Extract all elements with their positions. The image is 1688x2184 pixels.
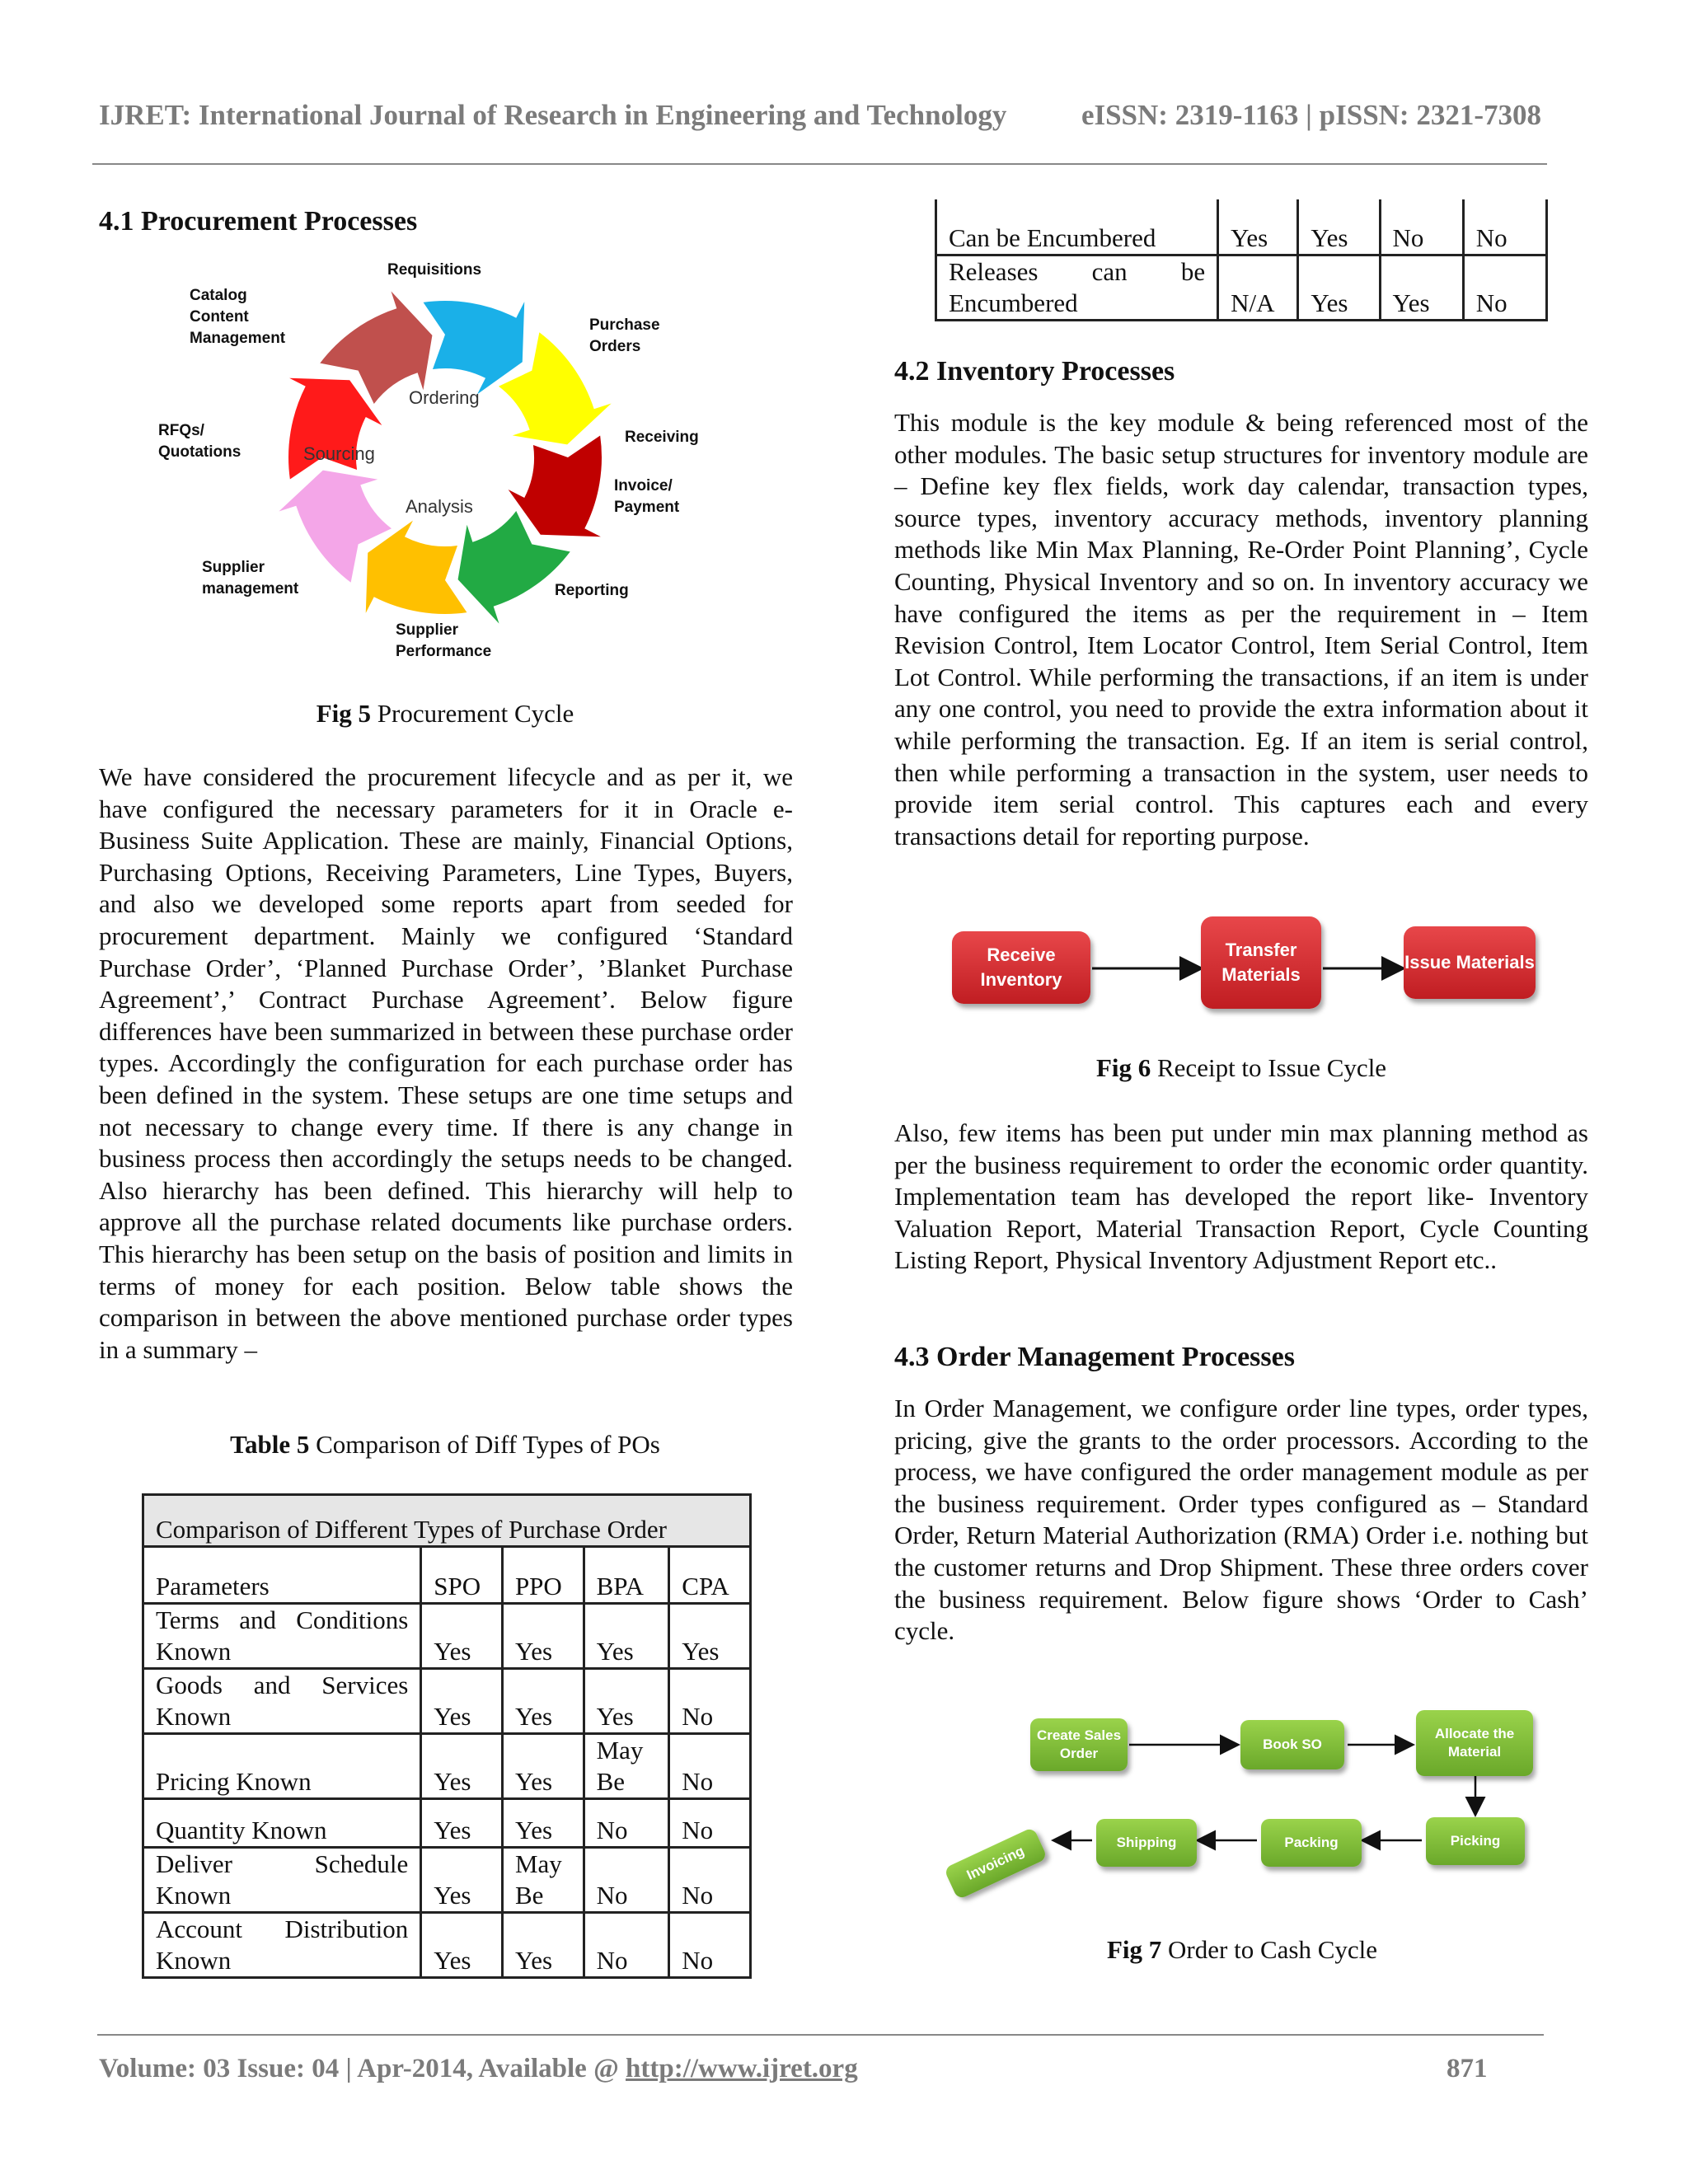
po-comparison-table bbox=[142, 1493, 752, 1979]
table-cell: Can be Encumbered bbox=[936, 199, 1218, 255]
table-cell: Yes bbox=[584, 1669, 669, 1734]
table-cell: May Be bbox=[584, 1734, 669, 1799]
table-row bbox=[143, 1913, 751, 1978]
table-cell: Quantity Known bbox=[143, 1799, 421, 1848]
label-catalog-content-management: Catalog Content Management bbox=[190, 287, 286, 347]
table-row bbox=[143, 1734, 751, 1799]
table-cell: No bbox=[669, 1799, 751, 1848]
packing-node: Packing bbox=[1261, 1819, 1362, 1867]
table-title-row bbox=[143, 1495, 751, 1547]
label-invoice-payment: Invoice/ Payment bbox=[614, 477, 680, 516]
order-management-paragraph: In Order Management, we configure order line types, order types, pricing, give the grants to the order processors. According to the process, we have configured the order management module as per the business requirement. Order types configured as – Standard Order, Return Material Authorization (RMA) Order i.e. nothing but the customer returns and Drop Shipment. These three orders cover the business requirement. Below figure shows ‘Order to Cash’ cycle. bbox=[894, 1394, 1588, 1646]
sourcing-label: Sourcing bbox=[303, 443, 375, 464]
cycle-arrow-segment bbox=[424, 301, 525, 394]
table-cell: Yes bbox=[502, 1604, 584, 1669]
table-cell: No bbox=[584, 1848, 669, 1913]
table-title: Comparison of Different Types of Purchase Order bbox=[143, 1495, 751, 1547]
create-sales-order-node: Create Sales Order bbox=[1030, 1718, 1128, 1771]
table-cell: No bbox=[669, 1669, 751, 1734]
table-cell: Yes bbox=[421, 1669, 503, 1734]
table-cell: Yes bbox=[421, 1913, 503, 1978]
inventory-paragraph-2: Also, few items has been put under min max planning method as per the business requirement to order the economic order quantity. Implementation team has developed the report like- Inventory Valuation Report, Material Transaction Report, Cycle Counting Listing Report, Physical Inventory Adjustment Report etc.. bbox=[894, 1118, 1588, 1275]
section-title-procurement: 4.1 Procurement Processes bbox=[99, 206, 418, 237]
table-cell: No bbox=[1380, 199, 1463, 255]
table-header-cell: CPA bbox=[669, 1547, 751, 1604]
table-cell: Goods and Services Known bbox=[143, 1669, 421, 1734]
cycle-arrow-segment bbox=[509, 436, 602, 537]
table-cell: No bbox=[669, 1848, 751, 1913]
analysis-label: Analysis bbox=[406, 496, 473, 517]
table-cell: Releases can be Encumbered bbox=[936, 255, 1218, 321]
table-cell: No bbox=[669, 1734, 751, 1799]
fig5-caption-text: Procurement Cycle bbox=[377, 699, 574, 728]
table-cell: No bbox=[669, 1913, 751, 1978]
fig5-caption bbox=[99, 699, 791, 729]
label-purchase-orders: Purchase Orders bbox=[589, 316, 660, 355]
book-so-node: Book SO bbox=[1240, 1720, 1344, 1769]
table-cell: Yes bbox=[421, 1734, 503, 1799]
fig6-caption bbox=[894, 1053, 1588, 1083]
table-header-cell: BPA bbox=[584, 1547, 669, 1604]
allocate-material-node: Allocate the Material bbox=[1416, 1710, 1533, 1776]
table-cell: No bbox=[584, 1799, 669, 1848]
table-cell: Yes bbox=[421, 1848, 503, 1913]
table-cell: Account Distribution Known bbox=[143, 1913, 421, 1978]
table-row bbox=[143, 1669, 751, 1734]
order-to-cash-figure bbox=[940, 1702, 1550, 1908]
table-row bbox=[143, 1799, 751, 1848]
shipping-node: Shipping bbox=[1096, 1819, 1197, 1867]
label-requisitions: Requisitions bbox=[387, 261, 482, 279]
journal-name: IJRET: International Journal of Research in Engineering and Technology bbox=[99, 99, 1007, 131]
table-header-cell: SPO bbox=[421, 1547, 503, 1604]
running-header bbox=[99, 99, 1541, 132]
footer-rule bbox=[97, 2034, 1544, 2036]
table-row bbox=[936, 199, 1547, 255]
label-rfqs-quotations: RFQs/ Quotations bbox=[158, 422, 241, 461]
table-header-cell: PPO bbox=[502, 1547, 584, 1604]
table-cell: Yes bbox=[421, 1604, 503, 1669]
table-cell: Yes bbox=[1218, 199, 1298, 255]
cycle-arrow-segment bbox=[366, 521, 467, 614]
label-supplier-performance: Supplier Performance bbox=[396, 621, 492, 660]
fig6-caption-label: Fig 6 bbox=[1095, 1053, 1151, 1082]
table5-caption bbox=[99, 1430, 791, 1460]
table-cell: Terms and Conditions Known bbox=[143, 1604, 421, 1669]
table-cell: Yes bbox=[502, 1669, 584, 1734]
issue-materials-node: Issue Materials bbox=[1404, 926, 1536, 999]
table5-caption-label: Table 5 bbox=[230, 1430, 310, 1459]
table-row bbox=[143, 1604, 751, 1669]
table-row bbox=[143, 1848, 751, 1913]
procurement-cycle-figure bbox=[148, 255, 709, 668]
label-supplier-management: Supplier management bbox=[202, 559, 299, 598]
footer-volume bbox=[99, 2054, 858, 2084]
table-row bbox=[936, 255, 1547, 321]
fig6-caption-text: Receipt to Issue Cycle bbox=[1157, 1053, 1387, 1082]
table-header-row bbox=[143, 1547, 751, 1604]
table-cell: Yes bbox=[502, 1913, 584, 1978]
table-cell: Yes bbox=[584, 1604, 669, 1669]
table-cell: No bbox=[1463, 255, 1546, 321]
table-cell: Pricing Known bbox=[143, 1734, 421, 1799]
receive-inventory-node: Receive Inventory bbox=[952, 931, 1090, 1004]
label-reporting: Reporting bbox=[555, 582, 629, 599]
po-comparison-table-continued bbox=[935, 199, 1548, 321]
table5-caption-text: Comparison of Diff Types of POs bbox=[316, 1430, 660, 1459]
fig7-caption bbox=[1015, 1935, 1469, 1965]
fig7-caption-label: Fig 7 bbox=[1106, 1935, 1162, 1964]
fig5-caption-label: Fig 5 bbox=[316, 699, 372, 728]
table-cell: No bbox=[1463, 199, 1546, 255]
label-receiving: Receiving bbox=[625, 429, 699, 446]
table-header-cell: Parameters bbox=[143, 1547, 421, 1604]
table-cell: Yes bbox=[502, 1734, 584, 1799]
table-cell: Yes bbox=[1298, 255, 1380, 321]
footer-url-link[interactable]: http://www.ijret.org bbox=[626, 2054, 858, 2083]
transfer-materials-node: Transfer Materials bbox=[1201, 916, 1321, 1009]
invoicing-node: Invoicing bbox=[944, 1827, 1048, 1900]
page-number: 871 bbox=[1447, 2054, 1488, 2083]
table-cell: Yes bbox=[669, 1604, 751, 1669]
picking-node: Picking bbox=[1426, 1817, 1525, 1865]
section-title-inventory: 4.2 Inventory Processes bbox=[894, 356, 1175, 387]
journal-issn: eISSN: 2319-1163 | pISSN: 2321-7308 bbox=[1081, 99, 1541, 131]
fig7-caption-text: Order to Cash Cycle bbox=[1168, 1935, 1378, 1964]
table-cell: Yes bbox=[421, 1799, 503, 1848]
procurement-paragraph: We have considered the procurement lifecycle and as per it, we have configured the necessary parameters for it in Oracle e-Business Suite Application. These are mainly, Financial Options, Purchasing Options, Receiving Parameters, Line Types, Buyers, and also we developed some reports apart from seeded for procurement department. Mainly we configured ‘Standard Purchase Order’, ‘Planned Purchase Order’, ’Blanket Purchase Agreement’,’ Contract Purchase Agreement’. Below figure differences have been summarized in between these purchase order types. Accordingly the configuration for each purchase order has been defined in the system. These setups are one time setups and not necessary to change every time. If there is any change in business process then accordingly the setups needs to be changed. Also hierarchy has been defined. This hierarchy will help to approve all the purchase related documents like purchase orders. This hierarchy has been setup on the basis of position and limits in terms of money for each position. Below table shows the comparison in between the above mentioned purchase order types in a summary – bbox=[99, 762, 793, 1364]
ordering-label: Ordering bbox=[409, 387, 480, 408]
receipt-to-issue-figure bbox=[940, 907, 1550, 1030]
inventory-paragraph-1: This module is the key module & being referenced most of the other modules. The basic setup structures for inventory module are – Define key flex fields, work day calendar, transaction types, source types, inventory accuracy methods, inventory planning methods like Min Max Planning, Re-Order Point Planning’, Cycle Counting, Physical Inventory and so on. In inventory accuracy we have configured the items as per the requirement in – Item Revision Control, Item Locator Control, Item Serial Control, Item Lot Control. While performing the transactions, if an item is under any one control, you need to provide the extra information about it while performing the transaction. Eg. If an item is serial control, then while performing a transaction in the system, user needs to provide item serial control. This captures each and every transactions detail for reporting purpose. bbox=[894, 408, 1588, 851]
table-cell: May Be bbox=[502, 1848, 584, 1913]
section-title-order-management: 4.3 Order Management Processes bbox=[894, 1342, 1295, 1372]
table-cell: Deliver Schedule Known bbox=[143, 1848, 421, 1913]
header-rule bbox=[92, 163, 1547, 165]
table-cell: No bbox=[584, 1913, 669, 1978]
table-cell: N/A bbox=[1218, 255, 1298, 321]
table-cell: Yes bbox=[1298, 199, 1380, 255]
footer-volume-text: Volume: 03 Issue: 04 | Apr-2014, Available @ bbox=[99, 2054, 626, 2083]
table-cell: Yes bbox=[502, 1799, 584, 1848]
table-cell: Yes bbox=[1380, 255, 1463, 321]
